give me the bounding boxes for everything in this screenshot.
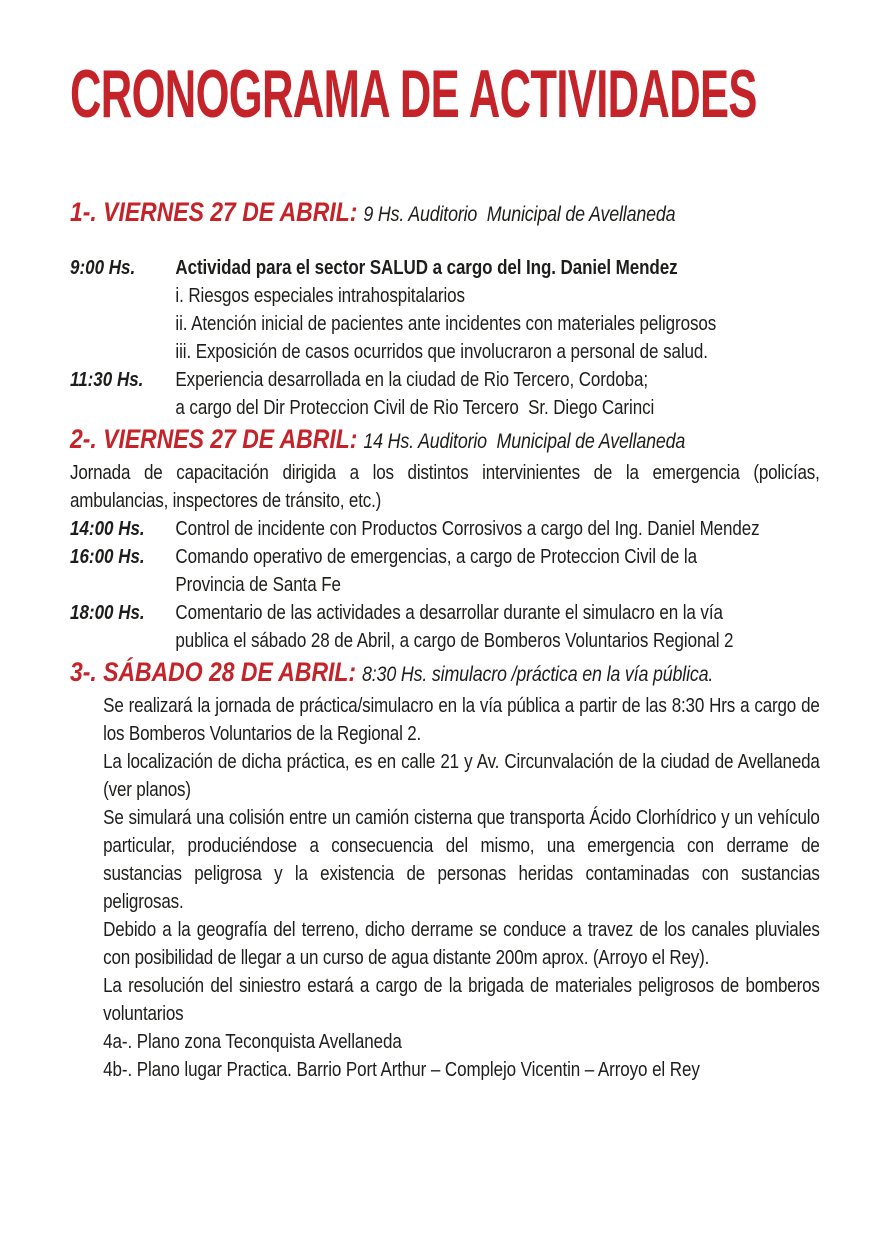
schedule-item xyxy=(70,599,820,655)
plan-reference: 4a-. Plano zona Teconquista Avellaneda xyxy=(103,1031,402,1053)
item-line: iii. Exposición de casos ocurridos que involucraron a personal de salud. xyxy=(175,341,708,363)
section-2-heading xyxy=(70,422,820,459)
item-line: Actividad para el sector SALUD a cargo del Ing. Daniel Mendez xyxy=(175,257,678,279)
item-text xyxy=(175,254,819,366)
item-time: 18:00 Hs. xyxy=(70,602,145,624)
item-time: 16:00 Hs. xyxy=(70,546,145,568)
item-time: 11:30 Hs. xyxy=(70,369,144,391)
section-2-heading-label: 2-. VIERNES 27 DE ABRIL: xyxy=(70,424,358,454)
item-text xyxy=(175,515,819,543)
section-2-venue: 14 Hs. Auditorio Municipal de Avellaneda xyxy=(363,430,686,453)
schedule-item xyxy=(70,254,820,366)
section-2-intro: Jornada de capacitación dirigida a los distintos intervinientes de la emergencia (policías, ambulancias, inspectores de tránsito, etc.) xyxy=(70,462,820,512)
section-1-heading xyxy=(70,195,820,232)
item-line: Comentario de las actividades a desarrollar durante el simulacro en la vía xyxy=(175,602,723,624)
section-3-heading-label: 3-. SÁBADO 28 DE ABRIL: xyxy=(70,657,357,687)
section-3-heading xyxy=(70,655,820,692)
item-line: Provincia de Santa Fe xyxy=(175,574,341,596)
item-line: a cargo del Dir Proteccion Civil de Rio Tercero Sr. Diego Carinci xyxy=(175,397,655,419)
item-line: publica el sábado 28 de Abril, a cargo de Bomberos Voluntarios Regional 2 xyxy=(175,630,734,652)
paragraph: Debido a la geografía del terreno, dicho derrame se conduce a travez de los canales pluviales con posibilidad de llegar a un curso de agua distante 200m aprox. (Arroyo el Rey). xyxy=(103,919,820,969)
schedule-item xyxy=(70,515,820,543)
item-line: i. Riesgos especiales intrahospitalarios xyxy=(175,285,465,307)
item-line: Comando operativo de emergencias, a cargo de Proteccion Civil de la xyxy=(175,546,698,568)
item-text xyxy=(175,366,819,422)
item-line: Experiencia desarrollada en la ciudad de Rio Tercero, Cordoba; xyxy=(175,369,648,391)
section-1-heading-label: 1-. VIERNES 27 DE ABRIL: xyxy=(70,197,358,227)
section-1 xyxy=(70,195,820,422)
section-2 xyxy=(70,422,820,655)
section-3-body xyxy=(70,692,820,1084)
document-body xyxy=(70,195,820,1084)
item-text xyxy=(175,599,819,655)
section-3 xyxy=(70,655,820,1084)
item-time: 14:00 Hs. xyxy=(70,518,145,540)
plan-reference: 4b-. Plano lugar Practica. Barrio Port Arthur – Complejo Vicentin – Arroyo el Rey xyxy=(103,1059,700,1081)
schedule-item xyxy=(70,543,820,599)
paragraph: Se realizará la jornada de práctica/simulacro en la vía pública a partir de las 8:30 Hrs a cargo de los Bomberos Voluntarios de la Regional 2. xyxy=(103,695,820,745)
section-3-venue: 8:30 Hs. simulacro /práctica en la vía pública. xyxy=(362,663,714,686)
page-title: CRONOGRAMA DE ACTIVIDADES xyxy=(70,56,757,132)
item-text xyxy=(175,543,819,599)
section-1-venue: 9 Hs. Auditorio Municipal de Avellaneda xyxy=(363,203,676,226)
item-line: Control de incidente con Productos Corrosivos a cargo del Ing. Daniel Mendez xyxy=(175,518,760,540)
paragraph: Se simulará una colisión entre un camión cisterna que transporta Ácido Clorhídrico y un vehículo particular, produciéndose a consecuencia del mismo, una emergencia con derrame de sustancias peligrosa y la existencia de personas heridas contaminadas con sustancias peligrosas. xyxy=(103,807,820,913)
item-time: 9:00 Hs. xyxy=(70,257,136,279)
schedule-item xyxy=(70,366,820,422)
item-line: ii. Atención inicial de pacientes ante incidentes con materiales peligrosos xyxy=(175,313,717,335)
paragraph: La localización de dicha práctica, es en calle 21 y Av. Circunvalación de la ciudad de Avellaneda (ver planos) xyxy=(103,751,820,801)
paragraph: La resolución del siniestro estará a cargo de la brigada de materiales peligrosos de bomberos voluntarios xyxy=(103,975,820,1025)
